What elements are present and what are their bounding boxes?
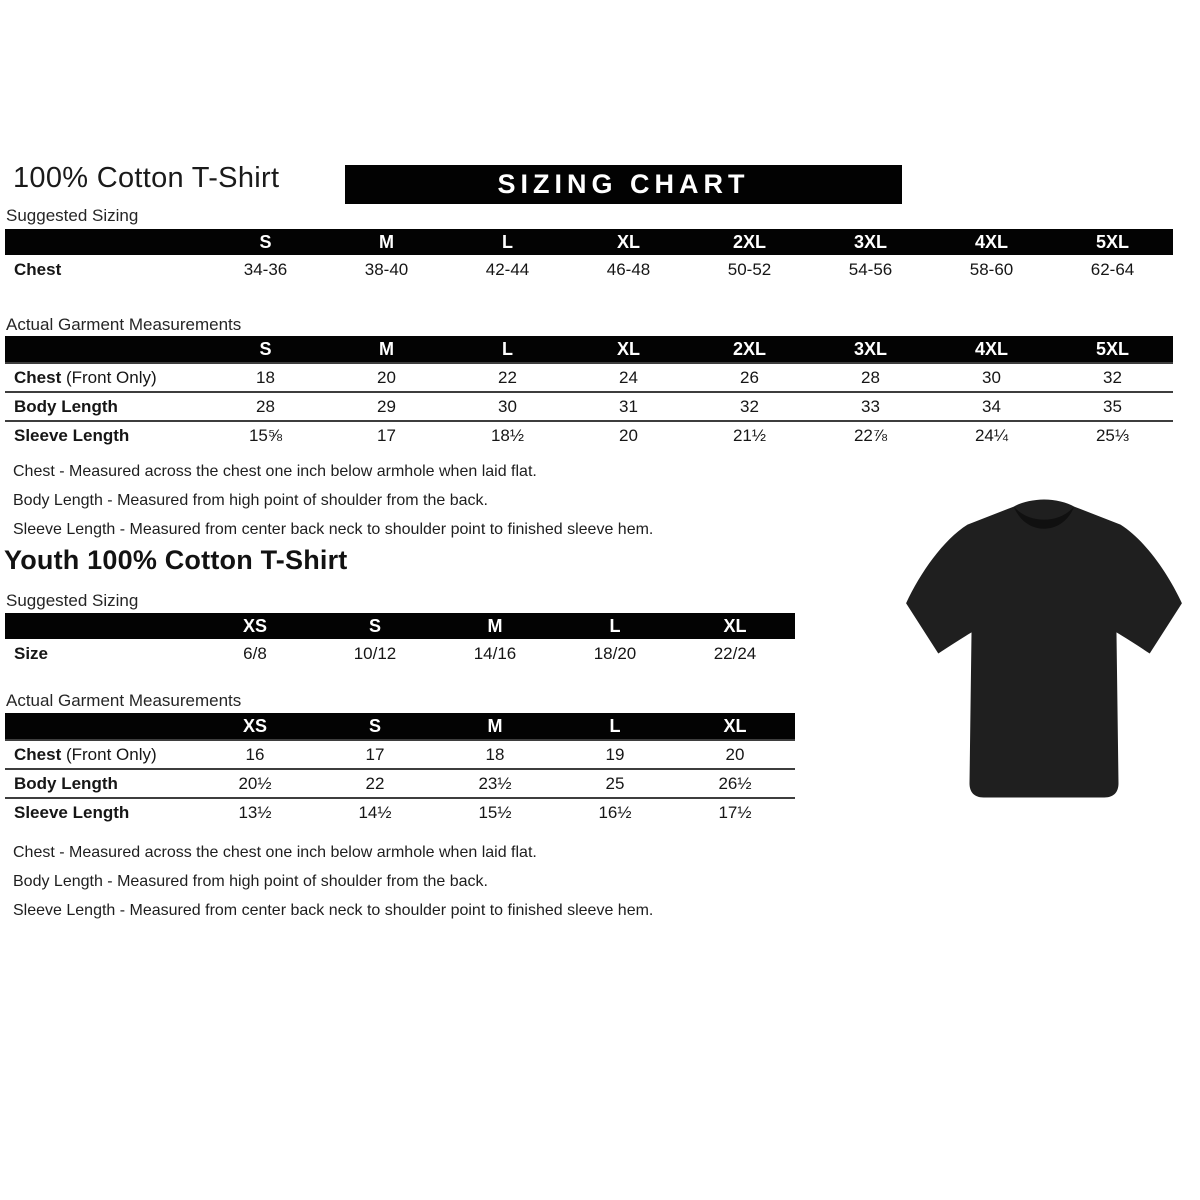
measurement-value: 50-52 <box>727 259 772 279</box>
table-row <box>5 255 1173 284</box>
adult-suggested-sizing-table <box>5 229 1173 284</box>
measurement-value: 20 <box>725 744 745 764</box>
measurement-value: 34 <box>982 396 1001 416</box>
measurement-value: 28 <box>861 367 880 387</box>
measurement-value: 28 <box>256 396 275 416</box>
measurement-value: 34-36 <box>243 259 288 279</box>
measurement-value: 58-60 <box>969 259 1014 279</box>
size-column-header: 4XL <box>974 339 1008 359</box>
size-column-header: 5XL <box>1095 232 1129 252</box>
size-column-header: S <box>368 716 381 736</box>
note-chest: Chest - Measured across the chest one inch below armhole when laid flat. <box>13 463 537 480</box>
measurement-value: 16½ <box>598 802 632 822</box>
table-header-row <box>5 613 795 639</box>
measurement-value: 30 <box>982 367 1001 387</box>
measurement-value: 18 <box>485 744 505 764</box>
adult-actual-measurements-label: Actual Garment Measurements <box>6 315 242 334</box>
measurement-value: 26 <box>740 367 759 387</box>
size-column-header: S <box>368 616 381 636</box>
measurement-value: 24¼ <box>974 425 1009 445</box>
measurement-value: 31 <box>619 396 638 416</box>
table-row <box>5 797 795 826</box>
size-column-header: M <box>379 232 394 252</box>
table-row <box>5 362 1173 391</box>
measurement-value: 33 <box>861 396 880 416</box>
row-label: Sleeve Length <box>14 802 130 822</box>
size-column-header: L <box>609 716 621 736</box>
measurement-value: 13½ <box>238 802 272 822</box>
size-column-header: S <box>259 339 272 359</box>
measurement-value: 32 <box>740 396 759 416</box>
table-header-row <box>5 713 795 739</box>
measurement-value: 19 <box>605 744 625 764</box>
measurement-value: 17 <box>365 744 385 764</box>
measurement-value: 15½ <box>478 802 512 822</box>
measurement-value: 14½ <box>358 802 392 822</box>
page-title: 100% Cotton T-Shirt <box>13 162 280 194</box>
measurement-value: 25 <box>605 773 625 793</box>
youth-suggested-sizing-label: Suggested Sizing <box>6 591 139 610</box>
measurement-value: 17 <box>377 425 396 445</box>
sizing-chart-banner <box>345 165 902 204</box>
measurement-value: 42-44 <box>485 259 530 279</box>
row-label: Body Length <box>14 396 118 416</box>
table-row <box>5 391 1173 420</box>
adult-measurement-notes <box>13 457 653 544</box>
row-label: Size <box>14 643 49 663</box>
size-column-header: 3XL <box>853 339 887 359</box>
size-column-header: 2XL <box>732 339 766 359</box>
measurement-value: 20½ <box>238 773 272 793</box>
size-column-header: M <box>379 339 394 359</box>
measurement-value: 17½ <box>718 802 752 822</box>
measurement-value: 20 <box>619 425 638 445</box>
measurement-value: 32 <box>1103 367 1122 387</box>
size-column-header: M <box>487 716 503 736</box>
youth-suggested-sizing-table <box>5 613 795 668</box>
row-label: Chest (Front Only) <box>14 744 157 764</box>
measurement-value: 22 <box>365 773 385 793</box>
table-header-row <box>5 229 1173 255</box>
table-header-row <box>5 336 1173 362</box>
size-column-header: XS <box>242 716 267 736</box>
size-column-header: L <box>502 339 513 359</box>
size-column-header: 2XL <box>732 232 766 252</box>
note-chest: Chest - Measured across the chest one inch below armhole when laid flat. <box>13 844 537 861</box>
table-row <box>5 420 1173 449</box>
size-column-header: L <box>502 232 513 252</box>
measurement-value: 62-64 <box>1090 259 1135 279</box>
size-column-header: S <box>259 232 272 252</box>
note-sleeve-length: Sleeve Length - Measured from center back neck to shoulder point to finished sleeve hem. <box>13 902 654 919</box>
measurement-value: 18½ <box>490 425 525 445</box>
note-sleeve-length: Sleeve Length - Measured from center back neck to shoulder point to finished sleeve hem. <box>13 521 654 538</box>
table-row <box>5 639 795 668</box>
measurement-value: 15⅝ <box>248 425 283 445</box>
measurement-value: 54-56 <box>848 259 893 279</box>
size-column-header: XS <box>242 616 267 636</box>
size-column-header: 4XL <box>974 232 1008 252</box>
note-body-length: Body Length - Measured from high point of shoulder from the back. <box>13 492 488 509</box>
youth-section-title: Youth 100% Cotton T-Shirt <box>4 545 348 575</box>
row-label: Chest (Front Only) <box>14 367 157 387</box>
measurement-value: 29 <box>377 396 396 416</box>
size-column-header: L <box>609 616 621 636</box>
size-column-header: XL <box>723 616 747 636</box>
measurement-value: 22 <box>498 367 517 387</box>
sizing-chart-banner-text: SIZING CHART <box>497 169 750 199</box>
size-column-header: 5XL <box>1095 339 1129 359</box>
measurement-value: 18/20 <box>593 643 637 663</box>
measurement-value: 35 <box>1103 396 1122 416</box>
adult-actual-measurements-table <box>5 336 1173 449</box>
row-label: Body Length <box>14 773 118 793</box>
measurement-value: 38-40 <box>364 259 409 279</box>
size-column-header: XL <box>616 339 640 359</box>
measurement-value: 14/16 <box>473 643 517 663</box>
adult-suggested-sizing-label: Suggested Sizing <box>6 206 139 225</box>
measurement-value: 26½ <box>718 773 752 793</box>
size-column-header: XL <box>723 716 747 736</box>
measurement-value: 22/24 <box>713 643 757 663</box>
measurement-value: 6/8 <box>243 643 267 663</box>
tshirt-product-image <box>893 489 1195 807</box>
youth-actual-measurements-label: Actual Garment Measurements <box>6 691 242 710</box>
tshirt-body-shape <box>906 500 1182 798</box>
size-column-header: M <box>487 616 503 636</box>
measurement-value: 20 <box>377 367 396 387</box>
measurement-value: 10/12 <box>353 643 397 663</box>
size-column-header: 3XL <box>853 232 887 252</box>
measurement-value: 22⅞ <box>853 425 888 445</box>
measurement-value: 30 <box>498 396 517 416</box>
row-label: Sleeve Length <box>14 425 130 445</box>
measurement-value: 16 <box>245 744 265 764</box>
measurement-value: 23½ <box>478 773 512 793</box>
note-body-length: Body Length - Measured from high point of shoulder from the back. <box>13 873 488 890</box>
measurement-value: 24 <box>619 367 638 387</box>
youth-measurement-notes <box>13 838 653 925</box>
measurement-value: 21½ <box>732 425 767 445</box>
measurement-value: 46-48 <box>606 259 651 279</box>
measurement-value: 25⅓ <box>1095 425 1130 445</box>
measurement-value: 18 <box>256 367 275 387</box>
table-row <box>5 768 795 797</box>
size-column-header: XL <box>616 232 640 252</box>
row-label: Chest <box>14 259 62 279</box>
youth-actual-measurements-table <box>5 713 795 826</box>
table-row <box>5 739 795 768</box>
